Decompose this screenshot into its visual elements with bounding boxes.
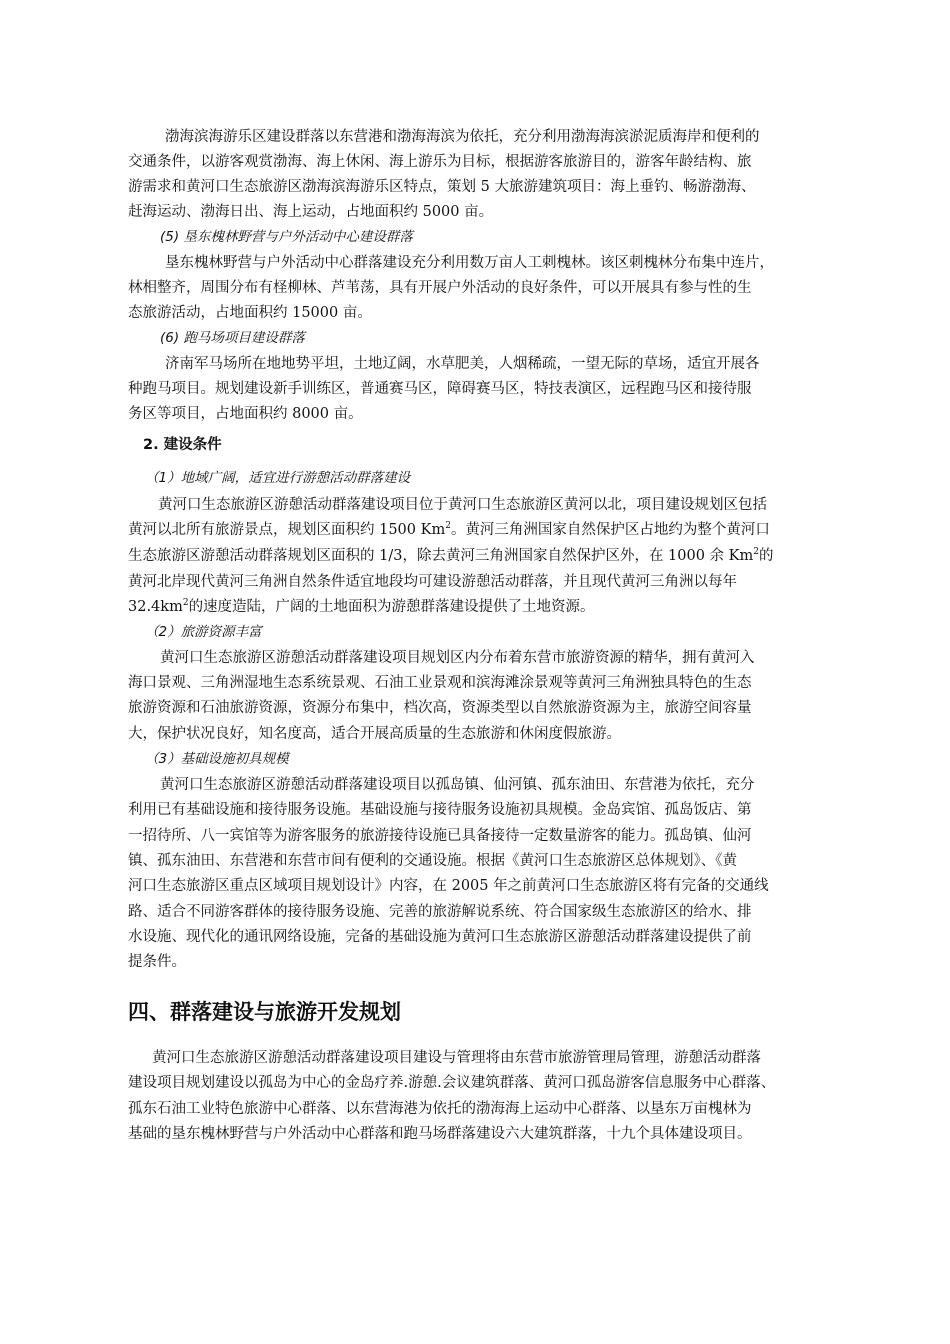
- para-bohai-line-4: 赶海运动、渤海日出、海上运动，占地面积约 5000 亩。: [128, 204, 494, 220]
- para-infra-line-8: 提条件。: [128, 954, 186, 970]
- para-area-line-3-a: 生态旅游区游憩活动群落规划区面积的 1/3，除去黄河三角洲国家自然保护区外，在 1000 余 Km: [128, 548, 754, 564]
- para-racecourse-line-1: 济南军马场所在地地势平坦，土地辽阔，水草肥美，人烟稀疏，一望无际的草场，适宜开展各: [165, 356, 760, 372]
- subheading-racecourse: (6) 跑马场项目建设群落: [160, 330, 305, 346]
- para-kendong-line-1: 垦东槐林野营与户外活动中心群落建设充分利用数万亩人工刺槐林。该区刺槐林分布集中连片，: [165, 255, 774, 271]
- subheading-infrastructure: （3）基础设施初具规模: [145, 751, 289, 767]
- para-bohai-line-3: 游需求和黄河口生态旅游区渤海滨海游乐区特点，策划 5 大旅游建筑项目：海上垂钓、畅游渤海、: [128, 179, 756, 195]
- para-infra-line-5: 河口生态旅游区重点区域项目规划设计》内容，在 2005 年之前黄河口生态旅游区将有完备的交通线: [128, 878, 769, 894]
- para-infra-line-6: 路、适合不同游客群体的接待服务设施、完善的旅游解说系统、符合国家级生态旅游区的给水、排: [128, 904, 752, 920]
- para-infra-line-7: 水设施、现代化的通讯网络设施，完备的基础设施为黄河口生态旅游区游憩活动群落建设提供了前: [128, 929, 752, 945]
- para-resources-line-4: 大，保护状况良好，知名度高，适合开展高质量的生态旅游和休闲度假旅游。: [128, 726, 621, 742]
- para-bohai-line-2: 交通条件，以游客观赏渤海、海上休闲、海上游乐为目标，根据游客旅游目的，游客年龄结构、旅: [128, 154, 752, 170]
- subheading-resources: （2）旅游资源丰富: [145, 624, 262, 640]
- para-plan-line-2: 建设项目规划建设以孤岛为中心的金岛疗养.游憩.会议建筑群落、黄河口孤岛游客信息服务中心群落、: [128, 1075, 776, 1091]
- para-resources-line-3: 旅游资源和石油旅游资源，资源分布集中，档次高，资源类型以自然旅游资源为主，旅游空间容量: [128, 700, 752, 716]
- subheading-kendong-camp: (5) 垦东槐林野营与户外活动中心建设群落: [160, 229, 413, 245]
- superscript-2: 2: [445, 521, 451, 532]
- para-kendong-line-3: 态旅游活动，占地面积约 15000 亩。: [128, 305, 372, 321]
- para-area-line-3: [128, 546, 774, 566]
- para-area-line-4: 黄河北岸现代黄河三角洲自然条件适宜地段均可建设游憩活动群落，并且现代黄河三角洲以每年: [128, 574, 737, 590]
- para-infra-line-4: 镇、孤东油田、东营港和东营市间有便利的交通设施。根据《黄河口生态旅游区总体规划》、《黄: [128, 853, 737, 869]
- para-area-line-1: 黄河口生态旅游区游憩活动群落建设项目位于黄河口生态旅游区黄河以北，项目建设规划区包括: [158, 497, 767, 513]
- para-area-line-3-b: 的: [759, 548, 774, 564]
- subheading-wide-area: （1）地域广阔，适宜进行游憩活动群落建设: [145, 470, 411, 486]
- para-racecourse-line-3: 务区等项目，占地面积约 8000 亩。: [128, 406, 363, 422]
- para-resources-line-1: 黄河口生态旅游区游憩活动群落建设项目规划区内分布着东营市旅游资源的精华，拥有黄河入: [160, 650, 755, 666]
- para-racecourse-line-2: 种跑马项目。规划建设新手训练区，普通赛马区，障碍赛马区，特技表演区，远程跑马区和接待服: [128, 381, 752, 397]
- section-heading-conditions: 2. 建设条件: [143, 437, 222, 453]
- para-infra-line-3: 一招待所、八一宾馆等为游客服务的旅游接待设施已具备接待一定数量游客的能力。孤岛镇、仙河: [128, 828, 752, 844]
- para-bohai-line-1: 渤海滨海游乐区建设群落以东营港和渤海海滨为依托，充分利用渤海海滨淤泥质海岸和便利的: [165, 129, 760, 145]
- para-area-line-5: [128, 597, 595, 617]
- para-infra-line-1: 黄河口生态旅游区游憩活动群落建设项目以孤岛镇、仙河镇、孤东油田、东营港为依托，充分: [160, 777, 755, 793]
- para-plan-line-1: 黄河口生态旅游区游憩活动群落建设项目建设与管理将由东营市旅游管理局管理，游憩活动群落: [152, 1050, 761, 1066]
- para-plan-line-4: 基础的垦东槐林野营与户外活动中心群落和跑马场群落建设六大建筑群落，十九个具体建设项目。: [128, 1126, 752, 1142]
- para-area-line-2-a: 黄河以北所有旅游景点，规划区面积约 1500 Km: [128, 522, 446, 538]
- superscript-2: 2: [753, 547, 759, 558]
- superscript-2: 2: [182, 598, 189, 609]
- para-area-line-2: [128, 520, 770, 540]
- para-resources-line-2: 海口景观、三角洲湿地生态系统景观、石油工业景观和滨海滩涂景观等黄河三角洲独具特色的生态: [128, 675, 752, 691]
- para-infra-line-2: 利用已有基础设施和接待服务设施。基础设施与接待服务设施初具规模。金岛宾馆、孤岛饭店、第: [128, 802, 752, 818]
- chapter-heading-4: 四、群落建设与旅游开发规划: [128, 1000, 401, 1024]
- para-area-line-2-b: 。黄河三角洲国家自然保护区占地约为整个黄河口: [450, 522, 770, 538]
- para-area-line-5-b: 的速度造陆，广阔的土地面积为游憩群落建设提供了土地资源。: [188, 599, 595, 615]
- para-plan-line-3: 孤东石油工业特色旅游中心群落、以东营海港为依托的渤海海上运动中心群落、以垦东万亩槐林为: [128, 1101, 752, 1117]
- para-kendong-line-2: 林相整齐，周围分布有柽柳林、芦苇荡，具有开展户外活动的良好条件，可以开展具有参与性的生: [128, 280, 752, 296]
- para-area-line-5-a: 32.4km: [128, 599, 183, 615]
